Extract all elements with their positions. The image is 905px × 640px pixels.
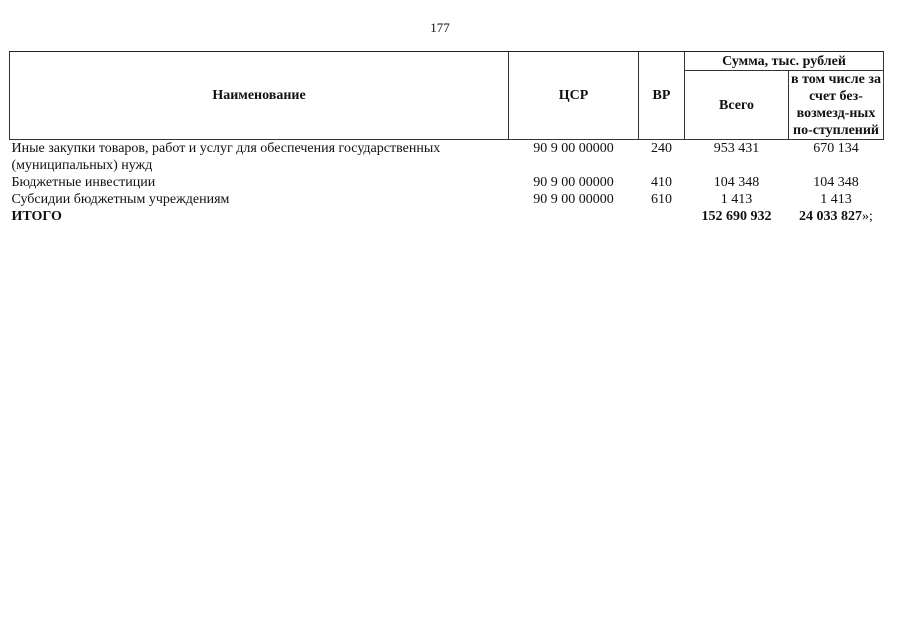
- table-row: [10, 140, 884, 175]
- total-label: ИТОГО: [11, 209, 62, 224]
- row-total: 1 413: [720, 192, 753, 207]
- total-row: [10, 208, 884, 225]
- row-name: Субсидии бюджетным учреждениям: [11, 192, 230, 207]
- row-csr: 90 9 00 00000: [533, 141, 614, 156]
- row-gratuitous: 1 413: [820, 192, 852, 207]
- header-csr: ЦСР: [509, 52, 639, 140]
- table-row: [10, 174, 884, 191]
- table-row: [10, 191, 884, 208]
- row-total: 953 431: [713, 141, 760, 156]
- total-sum: 152 690 932: [701, 209, 772, 224]
- row-total: 104 348: [713, 175, 760, 190]
- row-vr: 610: [651, 192, 672, 207]
- row-gratuitous: 104 348: [813, 175, 859, 190]
- row-vr: 240: [651, 141, 672, 156]
- header-vr: ВР: [639, 52, 685, 140]
- row-csr: 90 9 00 00000: [533, 192, 614, 207]
- total-gratuitous: 24 033 827: [799, 209, 863, 224]
- row-gratuitous: 670 134: [813, 141, 859, 156]
- header-total: Всего: [685, 71, 789, 140]
- header-sum-group: Сумма, тыс. рублей: [685, 52, 884, 71]
- row-name: Бюджетные инвестиции: [11, 175, 156, 190]
- row-csr: 90 9 00 00000: [533, 175, 614, 190]
- budget-table: [9, 51, 884, 225]
- total-gratuitous-cell: [789, 208, 884, 225]
- closing-quote: »;: [862, 209, 873, 224]
- row-vr: 410: [651, 175, 672, 190]
- header-name: Наименование: [10, 52, 509, 140]
- header-gratuitous: в том числе за счет без-возмезд-ных по-ступлений: [789, 71, 884, 140]
- row-name: Иные закупки товаров, работ и услуг для обеспечения государственных (муниципальных) нужд: [11, 141, 441, 173]
- page-number: 177: [430, 20, 450, 35]
